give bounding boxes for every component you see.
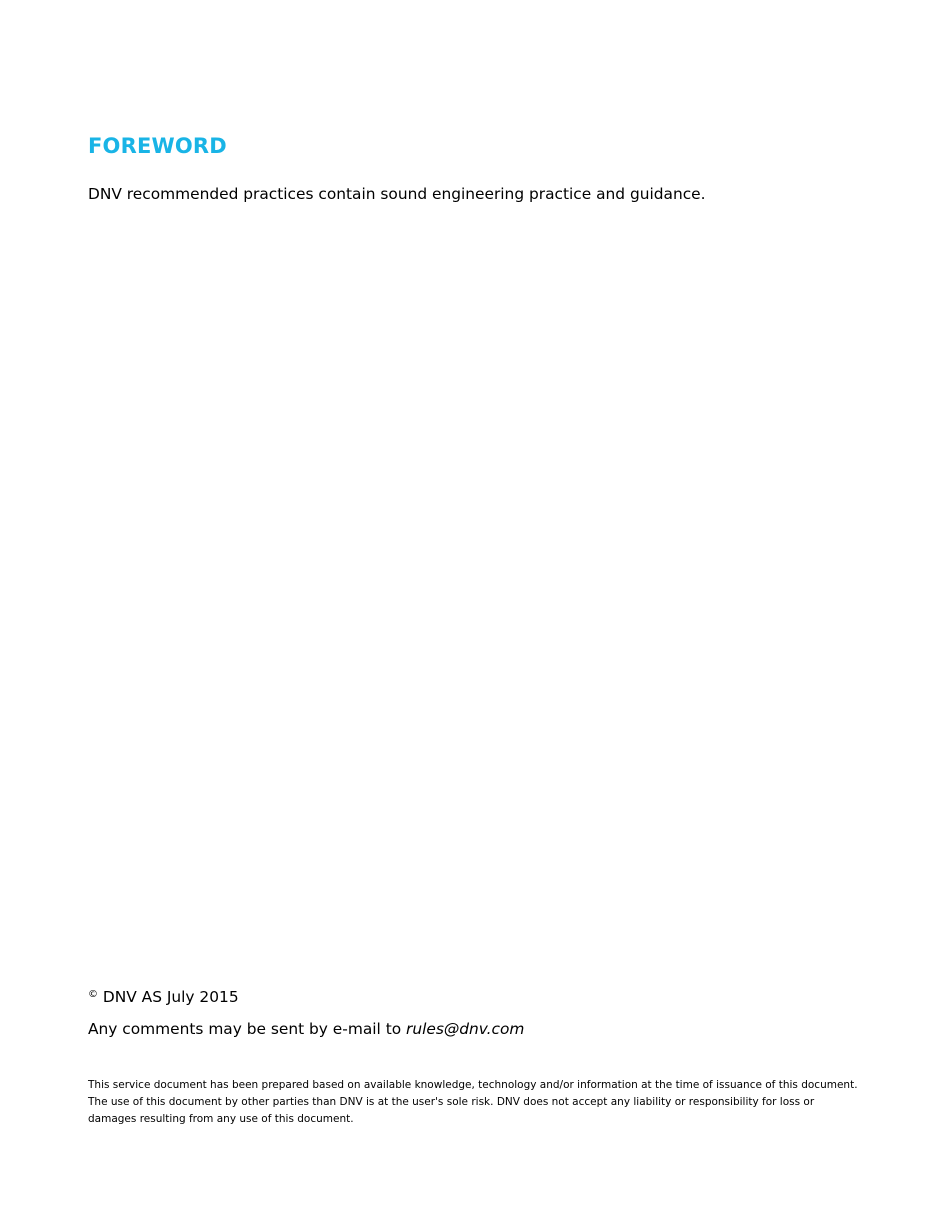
email-link[interactable]: rules@dnv.com — [406, 1020, 525, 1038]
foreword-intro: DNV recommended practices contain sound engineering practice and guidance. — [88, 185, 706, 203]
comments-prefix: Any comments may be sent by e-mail to — [88, 1020, 407, 1038]
copyright-line — [88, 986, 239, 1008]
copyright-symbol: © — [88, 989, 98, 1000]
page-title: FOREWORD — [88, 134, 227, 158]
copyright-text: DNV AS July 2015 — [98, 988, 239, 1006]
comments-line — [88, 1018, 524, 1040]
disclaimer-text: This service document has been prepared based on available knowledge, technology and/or information at the time of issuance of this document. The use of this document by other parties than DNV is at the user's sole risk. DNV does not accept any liability or responsibility for loss or damages resulting from any use of this document. — [88, 1079, 858, 1125]
